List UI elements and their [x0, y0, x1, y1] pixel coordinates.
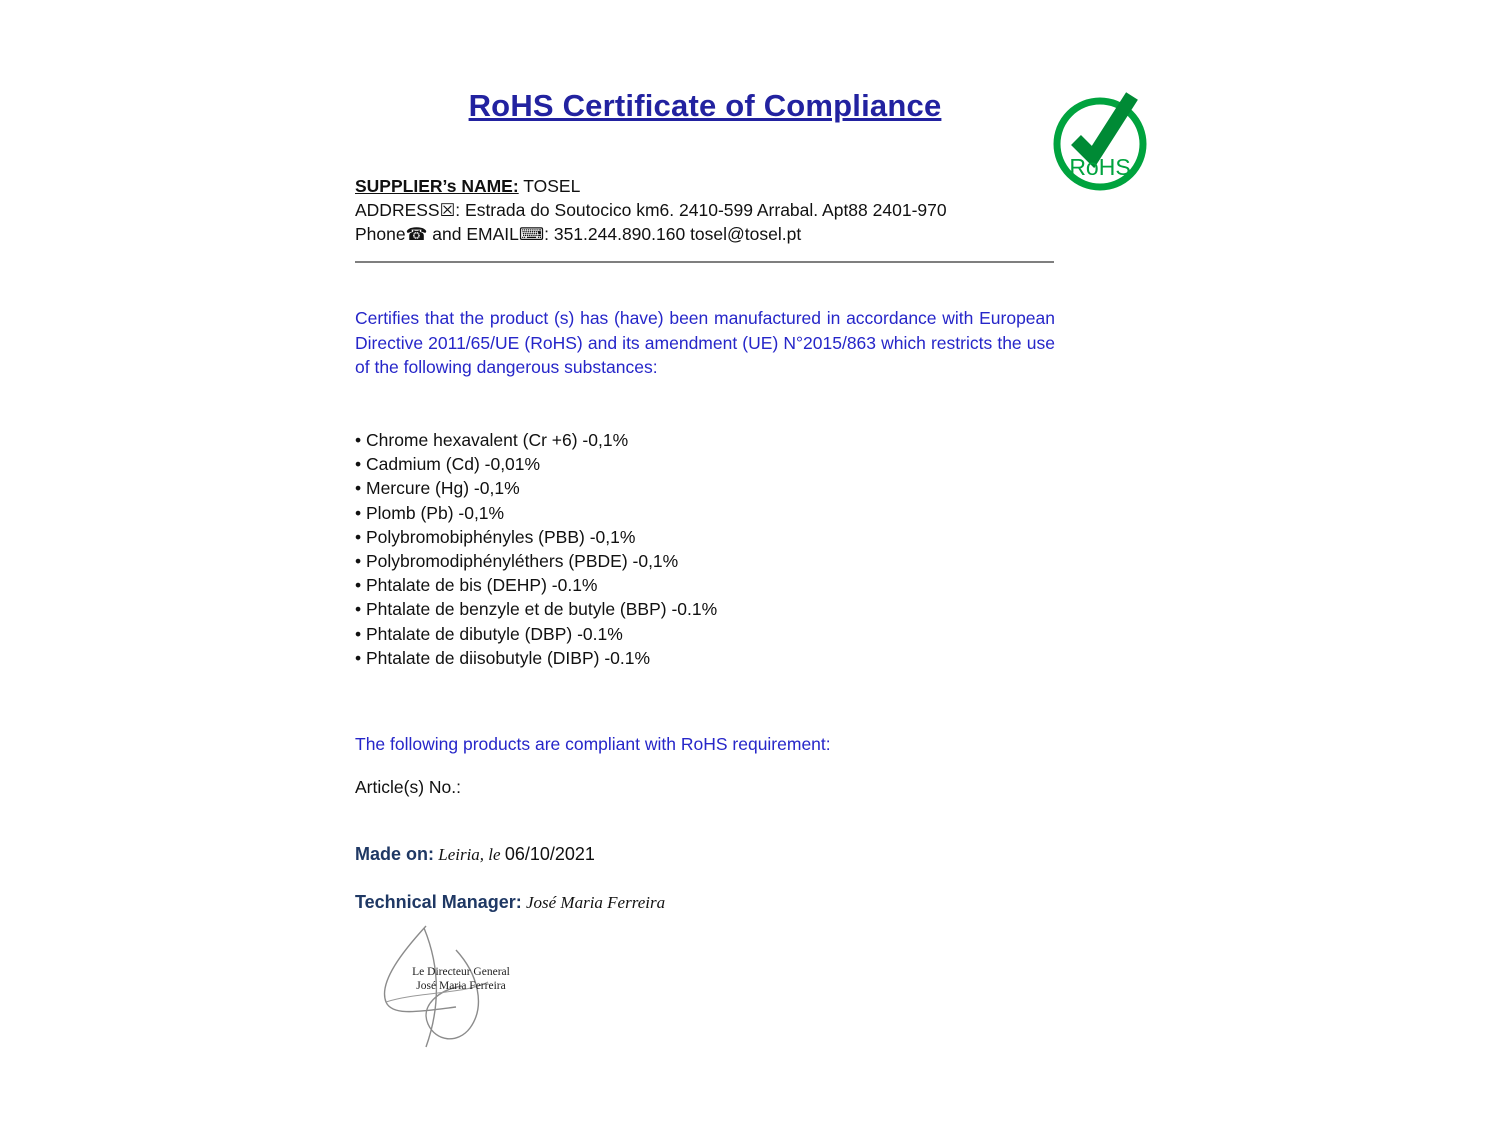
- substances-list: [355, 428, 1055, 670]
- supplier-name-label: SUPPLIER’s NAME:: [355, 176, 519, 196]
- made-on-place: Leiria, le: [434, 845, 505, 864]
- substance-item: • Phtalate de benzyle et de butyle (BBP) -0.1%: [355, 597, 1055, 621]
- made-on-date: 06/10/2021: [504, 844, 595, 864]
- signature-caption-line2: José Maria Ferreira: [416, 980, 506, 992]
- substance-item: • Polybromobiphényles (PBB) -0,1%: [355, 525, 1055, 549]
- signature-block: [356, 922, 566, 1057]
- document-title: RoHS Certificate of Compliance: [468, 88, 942, 123]
- certification-statement: Certifies that the product (s) has (have) been manufactured in accordance with European Directive 2011/65/UE (RoHS) and its amendment (UE) N°2015/863 which restricts the use of the following dangerous substances:: [355, 308, 1055, 377]
- supplier-address-value: Estrada do Soutocico km6. 2410-599 Arrabal. Apt88 2401-970: [460, 200, 947, 220]
- technical-manager-value: José Maria Ferreira: [521, 893, 666, 912]
- technical-manager-label: Technical Manager:: [355, 892, 522, 912]
- substance-item: • Phtalate de diisobutyle (DIBP) -0.1%: [355, 646, 1055, 670]
- supplier-block: [355, 174, 1055, 246]
- substance-item: • Mercure (Hg) -0,1%: [355, 476, 1055, 500]
- substance-item: • Phtalate de dibutyle (DBP) -0.1%: [355, 622, 1055, 646]
- supplier-contact-line: [355, 222, 1055, 246]
- made-on-label: Made on:: [355, 844, 434, 864]
- substance-item: • Plomb (Pb) -0,1%: [355, 501, 1055, 525]
- compliance-statement: The following products are compliant with RoHS requirement:: [355, 734, 831, 754]
- supplier-name-line: [355, 174, 1055, 198]
- rohs-logo-text: RoHS: [1069, 154, 1131, 180]
- technical-manager-line: [355, 892, 665, 913]
- supplier-contact-label: Phone☎ and EMAIL⌨:: [355, 224, 549, 244]
- article-number-label: Article(s) No.:: [355, 777, 461, 797]
- supplier-address-label: ADDRESS☒:: [355, 200, 461, 220]
- signature-caption-line1: Le Directeur General: [412, 966, 510, 978]
- substance-item: • Polybromodiphényléthers (PBDE) -0,1%: [355, 549, 1055, 573]
- divider-line: [355, 261, 1054, 263]
- substance-item: • Cadmium (Cd) -0,01%: [355, 452, 1055, 476]
- supplier-contact-value: 351.244.890.160 tosel@tosel.pt: [548, 224, 802, 244]
- supplier-name-value: TOSEL: [518, 176, 581, 196]
- made-on-line: [355, 844, 595, 865]
- rohs-logo-icon: [1048, 80, 1152, 192]
- rohs-logo: [1048, 80, 1152, 192]
- supplier-address-line: [355, 198, 1055, 222]
- substance-item: • Phtalate de bis (DEHP) -0.1%: [355, 573, 1055, 597]
- signature-caption: [386, 965, 536, 993]
- substance-item: • Chrome hexavalent (Cr +6) -0,1%: [355, 428, 1055, 452]
